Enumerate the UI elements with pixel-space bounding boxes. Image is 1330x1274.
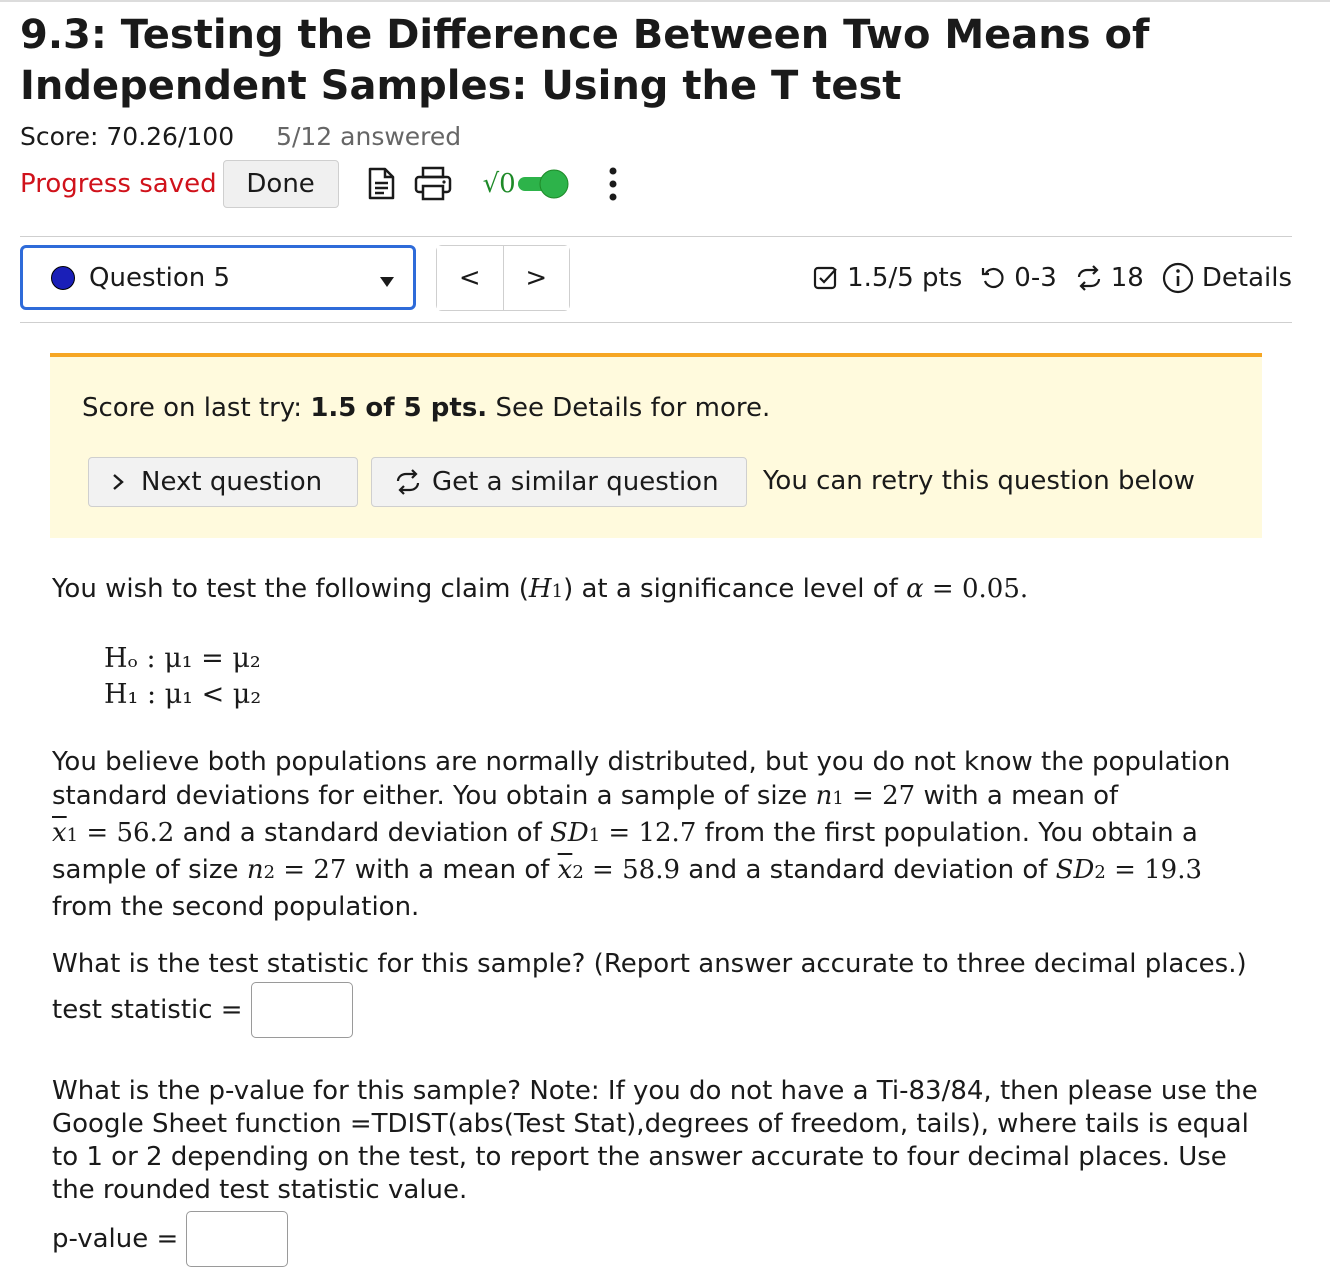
print-icon[interactable]	[413, 166, 453, 202]
document-icon[interactable]	[365, 167, 397, 201]
belief-line-2b: with a mean of	[923, 781, 1119, 811]
last-try-message	[82, 393, 770, 423]
equals-sign: =	[1114, 855, 1136, 885]
details-label: Details	[1201, 263, 1292, 293]
belief-line-4c: and a standard deviation of	[688, 855, 1048, 885]
h1-subscript: 1	[551, 581, 564, 602]
equals-sign: =	[592, 855, 614, 885]
test-statistic-prompt: What is the test statistic for this sample? (Report answer accurate to three decimal places.)	[52, 949, 1247, 979]
sd1-subscript: 1	[588, 825, 601, 846]
chevron-right-icon	[111, 473, 125, 491]
page-title: 9.3: Testing the Difference Between Two Means of Independent Samples: Using the T test	[20, 12, 1150, 109]
p-value-row	[52, 1211, 288, 1267]
last-try-suffix: See Details for more.	[487, 393, 771, 423]
versions-indicator	[1075, 263, 1144, 293]
xbar2-symbol: $\overline{x}$	[557, 855, 573, 885]
xbar1-symbol: $\overline{x}$	[52, 818, 67, 848]
xbar2-subscript: 2	[572, 862, 584, 883]
versions-text: 18	[1110, 263, 1144, 293]
points-indicator	[813, 263, 962, 293]
sqrt-icon: √0	[482, 169, 516, 199]
sd2-symbol: SD	[1055, 855, 1095, 885]
mean1-value: 56.2	[116, 818, 175, 848]
equals-sign: =	[608, 818, 631, 848]
toggle-switch-icon	[516, 167, 572, 201]
p-value-prompt-line-4: the rounded test statistic value.	[52, 1175, 468, 1205]
p-value-prompt-line-2: Google Sheet function =TDIST(abs(Test Stat),degrees of freedom, tails), where tails is equal	[52, 1109, 1249, 1139]
score-row	[20, 120, 461, 154]
similar-question-label: Get a similar question	[432, 467, 719, 497]
checkbox-icon	[813, 265, 839, 291]
mean2-value: 58.9	[622, 855, 680, 885]
versions-icon	[1075, 265, 1103, 291]
belief-line-5: from the second population.	[52, 892, 420, 922]
question-status-dot	[51, 266, 75, 290]
h1-symbol: H	[528, 574, 552, 604]
alpha-symbol: α	[906, 574, 924, 604]
n1-value: 27	[882, 781, 916, 811]
test-statistic-input[interactable]	[251, 982, 353, 1038]
retry-message: You can retry this question below	[763, 466, 1195, 496]
attempts-text: 0-3	[1014, 263, 1057, 293]
answered-count: 5/12 answered	[276, 122, 462, 151]
previous-question-button[interactable]: <	[437, 246, 503, 310]
question-meta	[795, 262, 1292, 294]
test-statistic-row	[52, 982, 353, 1038]
period: .	[1019, 574, 1029, 604]
question-select[interactable]	[20, 245, 416, 310]
next-question-label: Next question	[141, 467, 323, 497]
n2-value: 27	[313, 855, 347, 885]
belief-line-4b: with a mean of	[354, 855, 550, 885]
last-try-notice	[50, 353, 1262, 538]
p-value-input[interactable]	[186, 1211, 288, 1267]
p-value-label: p-value =	[52, 1224, 179, 1254]
claim-text-start: You wish to test the following claim (	[52, 574, 529, 604]
test-statistic-label: test statistic =	[52, 995, 243, 1025]
similar-question-button[interactable]	[371, 457, 747, 507]
belief-line-3a: and a standard deviation of	[182, 818, 542, 848]
question-pager	[436, 245, 570, 311]
info-icon	[1162, 262, 1194, 294]
next-question-arrow-button[interactable]: >	[504, 246, 570, 310]
last-try-prefix: Score on last try:	[82, 393, 311, 423]
null-hypothesis: Hₒ : μ₁ = μ₂	[104, 643, 261, 674]
next-question-button[interactable]	[88, 457, 358, 507]
n1-symbol: n	[815, 781, 833, 811]
alpha-value: 0.05	[961, 574, 1020, 604]
toolbar	[20, 160, 618, 208]
claim-text	[52, 572, 1028, 609]
p-value-prompt	[52, 1075, 1258, 1207]
divider	[20, 236, 1292, 237]
top-border	[0, 0, 1330, 2]
equals-sign: =	[931, 574, 954, 604]
details-button[interactable]	[1162, 262, 1292, 294]
attempts-indicator	[980, 263, 1056, 293]
sd1-value: 12.7	[638, 818, 697, 848]
belief-line-2a: standard deviations for either. You obtain a sample of size	[52, 781, 808, 811]
sd2-subscript: 2	[1094, 862, 1106, 883]
p-value-prompt-line-1: What is the p-value for this sample? Note: If you do not have a Ti-83/84, then please use the	[52, 1076, 1258, 1106]
last-try-score: 1.5 of 5 pts.	[310, 393, 488, 423]
question-select-label: Question 5	[89, 262, 231, 293]
equals-sign: =	[283, 855, 306, 885]
divider	[20, 322, 1292, 323]
done-button[interactable]: Done	[223, 160, 339, 208]
retry-icon	[980, 265, 1006, 291]
math-entry-toggle[interactable]	[483, 167, 572, 201]
xbar1-subscript: 1	[66, 825, 79, 846]
claim-text-mid: ) at a significance level of	[563, 574, 898, 604]
points-text: 1.5/5 pts	[847, 263, 963, 293]
belief-line-1: You believe both populations are normally distributed, but you do not know the population	[52, 747, 1231, 777]
sd2-value: 19.3	[1144, 855, 1203, 885]
belief-line-3b: from the first population. You obtain a	[704, 818, 1198, 848]
more-options-icon[interactable]	[608, 164, 618, 204]
p-value-prompt-line-3: to 1 or 2 depending on the test, to report the answer accurate to four decimal places. Use	[52, 1142, 1227, 1172]
equals-sign: =	[86, 818, 109, 848]
equals-sign: =	[852, 781, 874, 811]
n2-subscript: 2	[263, 862, 276, 883]
belief-paragraph	[52, 745, 1230, 924]
belief-line-4a: sample of size	[52, 855, 239, 885]
versions-icon	[394, 469, 422, 495]
progress-status: Progress saved	[20, 169, 217, 199]
alternative-hypothesis: H₁ : μ₁ < μ₂	[104, 679, 262, 710]
sd1-symbol: SD	[550, 818, 589, 848]
n2-symbol: n	[246, 855, 264, 885]
n1-subscript: 1	[832, 788, 844, 809]
caret-down-icon	[379, 273, 395, 292]
score-text: Score: 70.26/100	[20, 122, 235, 151]
